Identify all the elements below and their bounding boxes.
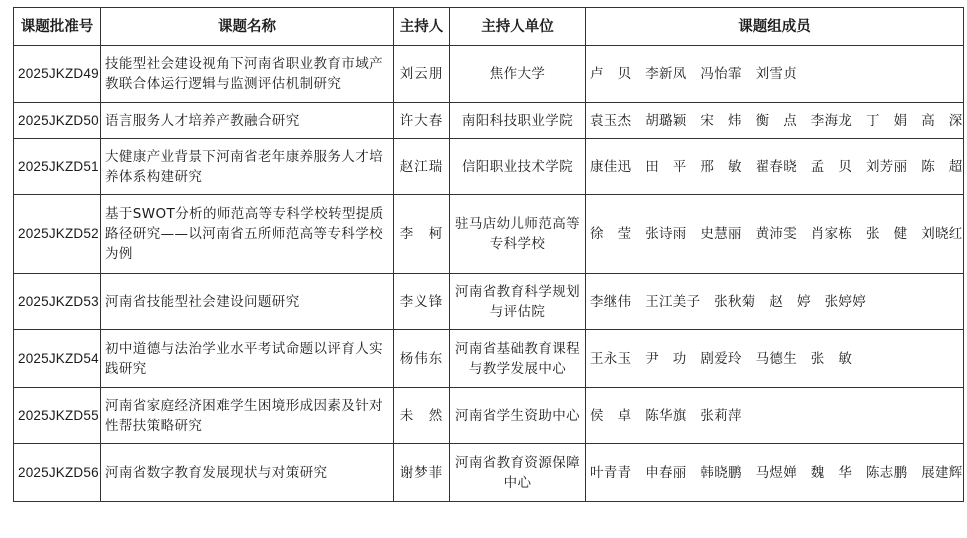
- team-members: 康佳迅 田 平 邢 敏 翟春晓 孟 贝 刘芳丽 陈 超: [586, 139, 964, 195]
- team-members: 侯 卓 陈华旗 张莉萍: [586, 388, 964, 444]
- header-host: 主持人: [394, 8, 450, 46]
- project-title: 河南省家庭经济困难学生困境形成因素及针对性帮扶策略研究: [101, 388, 394, 444]
- table-row: [14, 139, 964, 195]
- host-unit: 河南省教育科学规划与评估院: [450, 274, 586, 330]
- host-unit: 河南省学生资助中心: [450, 388, 586, 444]
- host-name: 许大春: [394, 103, 450, 139]
- project-id: 2025JKZD50: [14, 103, 101, 139]
- table-row: [14, 195, 964, 274]
- project-title: 大健康产业背景下河南省老年康养服务人才培养体系构建研究: [101, 139, 394, 195]
- table-row: [14, 103, 964, 139]
- host-name: 赵江瑞: [394, 139, 450, 195]
- project-table: [13, 7, 964, 502]
- project-title: 河南省数字教育发展现状与对策研究: [101, 444, 394, 502]
- project-id: 2025JKZD49: [14, 46, 101, 103]
- header-row: [14, 8, 964, 46]
- host-name: 杨伟东: [394, 330, 450, 388]
- host-unit: 南阳科技职业学院: [450, 103, 586, 139]
- table-row: [14, 444, 964, 502]
- team-members: 袁玉杰 胡璐颖 宋 炜 衡 点 李海龙 丁 娟 高 深: [586, 103, 964, 139]
- table-row: [14, 388, 964, 444]
- header-project-title: 课题名称: [101, 8, 394, 46]
- host-unit: 河南省教育资源保障中心: [450, 444, 586, 502]
- host-unit: 信阳职业技术学院: [450, 139, 586, 195]
- table-row: [14, 46, 964, 103]
- project-id: 2025JKZD53: [14, 274, 101, 330]
- team-members: 卢 贝 李新凤 冯怡霏 刘雪贞: [586, 46, 964, 103]
- project-id: 2025JKZD52: [14, 195, 101, 274]
- project-title: 河南省技能型社会建设问题研究: [101, 274, 394, 330]
- project-title: 初中道德与法治学业水平考试命题以评育人实践研究: [101, 330, 394, 388]
- header-project-id: 课题批准号: [14, 8, 101, 46]
- project-id: 2025JKZD56: [14, 444, 101, 502]
- header-host-unit: 主持人单位: [450, 8, 586, 46]
- host-name: 未 然: [394, 388, 450, 444]
- team-members: 叶青青 申春丽 韩晓鹏 马煜婵 魏 华 陈志鹏 展建辉: [586, 444, 964, 502]
- host-name: 刘云朋: [394, 46, 450, 103]
- project-title: 语言服务人才培养产教融合研究: [101, 103, 394, 139]
- team-members: 王永玉 尹 功 剧爱玲 马德生 张 敏: [586, 330, 964, 388]
- project-title: 技能型社会建设视角下河南省职业教育市域产教联合体运行逻辑与监测评估机制研究: [101, 46, 394, 103]
- host-name: 李 柯: [394, 195, 450, 274]
- host-name: 谢梦菲: [394, 444, 450, 502]
- header-members: 课题组成员: [586, 8, 964, 46]
- host-unit: 河南省基础教育课程与教学发展中心: [450, 330, 586, 388]
- project-id: 2025JKZD54: [14, 330, 101, 388]
- table-row: [14, 274, 964, 330]
- team-members: 徐 莹 张诗雨 史慧丽 黄沛雯 肖家栋 张 健 刘晓红: [586, 195, 964, 274]
- host-name: 李义锋: [394, 274, 450, 330]
- team-members: 李继伟 王江美子 张秋菊 赵 婷 张婷婷: [586, 274, 964, 330]
- project-title: 基于SWOT分析的师范高等专科学校转型提质路径研究——以河南省五所师范高等专科学校为例: [101, 195, 394, 274]
- project-id: 2025JKZD51: [14, 139, 101, 195]
- host-unit: 焦作大学: [450, 46, 586, 103]
- table-row: [14, 330, 964, 388]
- project-id: 2025JKZD55: [14, 388, 101, 444]
- host-unit: 驻马店幼儿师范高等专科学校: [450, 195, 586, 274]
